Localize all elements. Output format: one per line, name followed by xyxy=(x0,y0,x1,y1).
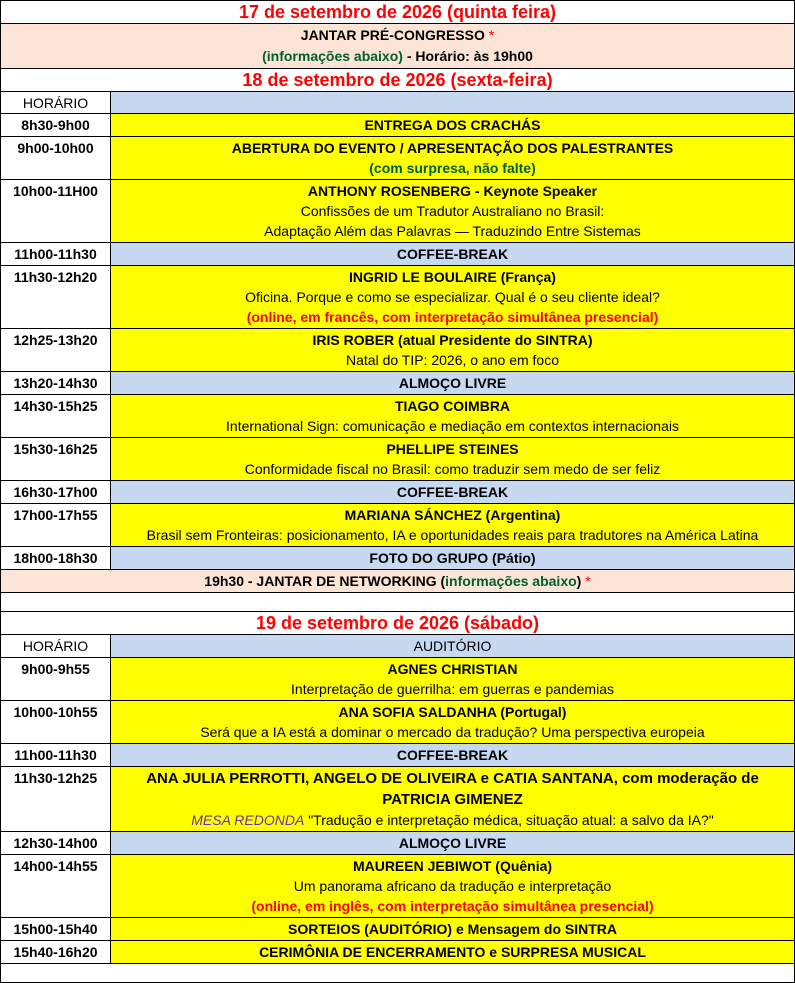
time-cell: 12h25-13h20 xyxy=(1,329,111,372)
table-row xyxy=(1,137,795,180)
table-row xyxy=(1,855,795,918)
event-title: ALMOÇO LIVRE xyxy=(111,372,795,395)
column-header-row xyxy=(1,92,795,114)
time-cell: 16h30-17h00 xyxy=(1,481,111,504)
time-cell: 17h00-17h55 xyxy=(1,504,111,547)
time-cell: 11h30-12h20 xyxy=(1,266,111,329)
asterisk-note: * xyxy=(585,573,591,589)
time-cell: 15h30-16h25 xyxy=(1,438,111,481)
column-header-empty xyxy=(111,92,795,114)
pre-congress-dinner-row xyxy=(1,24,795,69)
table-row xyxy=(1,395,795,438)
event-title: ANA JULIA PERROTTI, ANGELO DE OLIVEIRA e CATIA SANTANA, com moderação de PATRICIA GIMENEZ xyxy=(146,770,759,808)
table-row xyxy=(1,767,795,832)
pre-congress-dinner-title: JANTAR PRÉ-CONGRESSO xyxy=(300,27,485,43)
spacer-row xyxy=(1,593,795,612)
spacer-cell xyxy=(1,593,795,612)
event-description: Será que a IA está a dominar o mercado da tradução? Uma perspectiva europeia xyxy=(200,724,705,740)
networking-dinner-row xyxy=(1,570,795,593)
event-description: "Tradução e interpretação médica, situação atual: a salvo da IA?" xyxy=(304,812,714,828)
event-description: Interpretação de guerrilha: em guerras e pandemias xyxy=(291,681,614,697)
event-title: MAUREEN JEBIWOT (Quênia) xyxy=(352,858,553,874)
table-row xyxy=(1,658,795,701)
day-header-row xyxy=(1,612,795,635)
table-row xyxy=(1,438,795,481)
info-below-note: informações abaixo xyxy=(445,573,577,589)
table-row xyxy=(1,114,795,137)
column-header-time: HORÁRIO xyxy=(1,92,111,114)
dinner-time: Horário: às 19h00 xyxy=(415,48,533,64)
time-cell: 15h00-15h40 xyxy=(1,918,111,941)
day-header-row xyxy=(1,69,795,92)
event-title: MARIANA SÁNCHEZ (Argentina) xyxy=(344,507,561,523)
event-title: SORTEIOS (AUDITÓRIO) e Mensagem do SINTRA xyxy=(111,918,795,941)
table-row xyxy=(1,329,795,372)
event-description: International Sign: comunicação e mediação em contextos internacionais xyxy=(226,418,679,434)
event-title: ALMOÇO LIVRE xyxy=(111,832,795,855)
event-description: Confissões de um Tradutor Australiano no Brasil: xyxy=(300,203,605,219)
asterisk-note: * xyxy=(488,27,495,43)
table-row xyxy=(1,547,795,570)
event-title: ENTREGA DOS CRACHÁS xyxy=(111,114,795,137)
info-below-note: (informações abaixo) xyxy=(262,48,403,64)
event-title: ANTHONY ROSENBERG - Keynote Speaker xyxy=(307,183,598,199)
event-title: COFFEE-BREAK xyxy=(111,744,795,767)
time-cell: 15h40-16h20 xyxy=(1,941,111,964)
separator: - xyxy=(402,48,416,64)
time-cell: 12h30-14h00 xyxy=(1,832,111,855)
column-header-auditorium: AUDITÓRIO xyxy=(111,635,795,658)
round-table-label: MESA REDONDA xyxy=(191,812,305,828)
time-cell: 11h00-11h30 xyxy=(1,243,111,266)
event-title: INGRID LE BOULAIRE (França) xyxy=(349,269,556,285)
time-cell: 18h00-18h30 xyxy=(1,547,111,570)
time-cell: 8h30-9h00 xyxy=(1,114,111,137)
time-cell: 14h30-15h25 xyxy=(1,395,111,438)
table-row xyxy=(1,266,795,329)
time-cell: 10h00-10h55 xyxy=(1,701,111,744)
table-row xyxy=(1,744,795,767)
time-cell: 10h00-11H00 xyxy=(1,180,111,243)
event-title: CERIMÔNIA DE ENCERRAMENTO e SURPRESA MUSICAL xyxy=(111,941,795,964)
table-row xyxy=(1,372,795,395)
column-header-time: HORÁRIO xyxy=(1,635,111,658)
event-title: ABERTURA DO EVENTO / APRESENTAÇÃO DOS PALESTRANTES xyxy=(231,140,674,156)
column-header-row xyxy=(1,635,795,658)
day1-title: 17 de setembro de 2026 (quinta feira) xyxy=(1,1,795,24)
event-note: (com surpresa, não falte) xyxy=(369,160,536,176)
day2-title: 18 de setembro de 2026 (sexta-feira) xyxy=(1,69,795,92)
event-title: ANA SOFIA SALDANHA (Portugal) xyxy=(338,704,567,720)
day-header-row xyxy=(1,1,795,24)
networking-dinner-close: ) xyxy=(576,573,582,589)
table-row xyxy=(1,481,795,504)
table-row xyxy=(1,504,795,547)
event-title: IRIS ROBER (atual Presidente do SINTRA) xyxy=(312,332,593,348)
event-title: FOTO DO GRUPO (Pátio) xyxy=(111,547,795,570)
time-cell: 9h00-9h55 xyxy=(1,658,111,701)
event-title: COFFEE-BREAK xyxy=(111,243,795,266)
time-cell: 13h20-14h30 xyxy=(1,372,111,395)
event-title: AGNES CHRISTIAN xyxy=(387,661,518,677)
table-row xyxy=(1,832,795,855)
time-cell: 9h00-10h00 xyxy=(1,137,111,180)
table-row xyxy=(1,701,795,744)
table-row xyxy=(1,243,795,266)
event-title: PHELLIPE STEINES xyxy=(386,441,519,457)
table-row xyxy=(1,941,795,964)
event-description: Um panorama africano da tradução e interpretação xyxy=(293,878,612,894)
event-description: Brasil sem Fronteiras: posicionamento, IA e oportunidades reais para tradutores na América Latina xyxy=(146,527,759,543)
event-description: Conformidade fiscal no Brasil: como traduzir sem medo de ser feliz xyxy=(244,461,661,477)
online-note: (online, em francês, com interpretação simultânea presencial) xyxy=(246,309,659,325)
time-cell: 11h30-12h25 xyxy=(1,767,111,832)
event-title: TIAGO COIMBRA xyxy=(394,398,511,414)
networking-dinner-title: 19h30 - JANTAR DE NETWORKING ( xyxy=(204,573,446,589)
event-title: COFFEE-BREAK xyxy=(111,481,795,504)
time-cell: 14h00-14h55 xyxy=(1,855,111,918)
day3-title: 19 de setembro de 2026 (sábado) xyxy=(1,612,795,635)
event-description: Adaptação Além das Palavras — Traduzindo Entre Sistemas xyxy=(264,223,641,239)
event-description: Natal do TIP: 2026, o ano em foco xyxy=(346,352,559,368)
table-row xyxy=(1,918,795,941)
event-description: Oficina. Porque e como se especializar. Qual é o seu cliente ideal? xyxy=(245,289,660,305)
time-cell: 11h00-11h30 xyxy=(1,744,111,767)
table-row xyxy=(1,180,795,243)
online-note: (online, em inglês, com interpretação simultânea presencial) xyxy=(251,898,654,914)
